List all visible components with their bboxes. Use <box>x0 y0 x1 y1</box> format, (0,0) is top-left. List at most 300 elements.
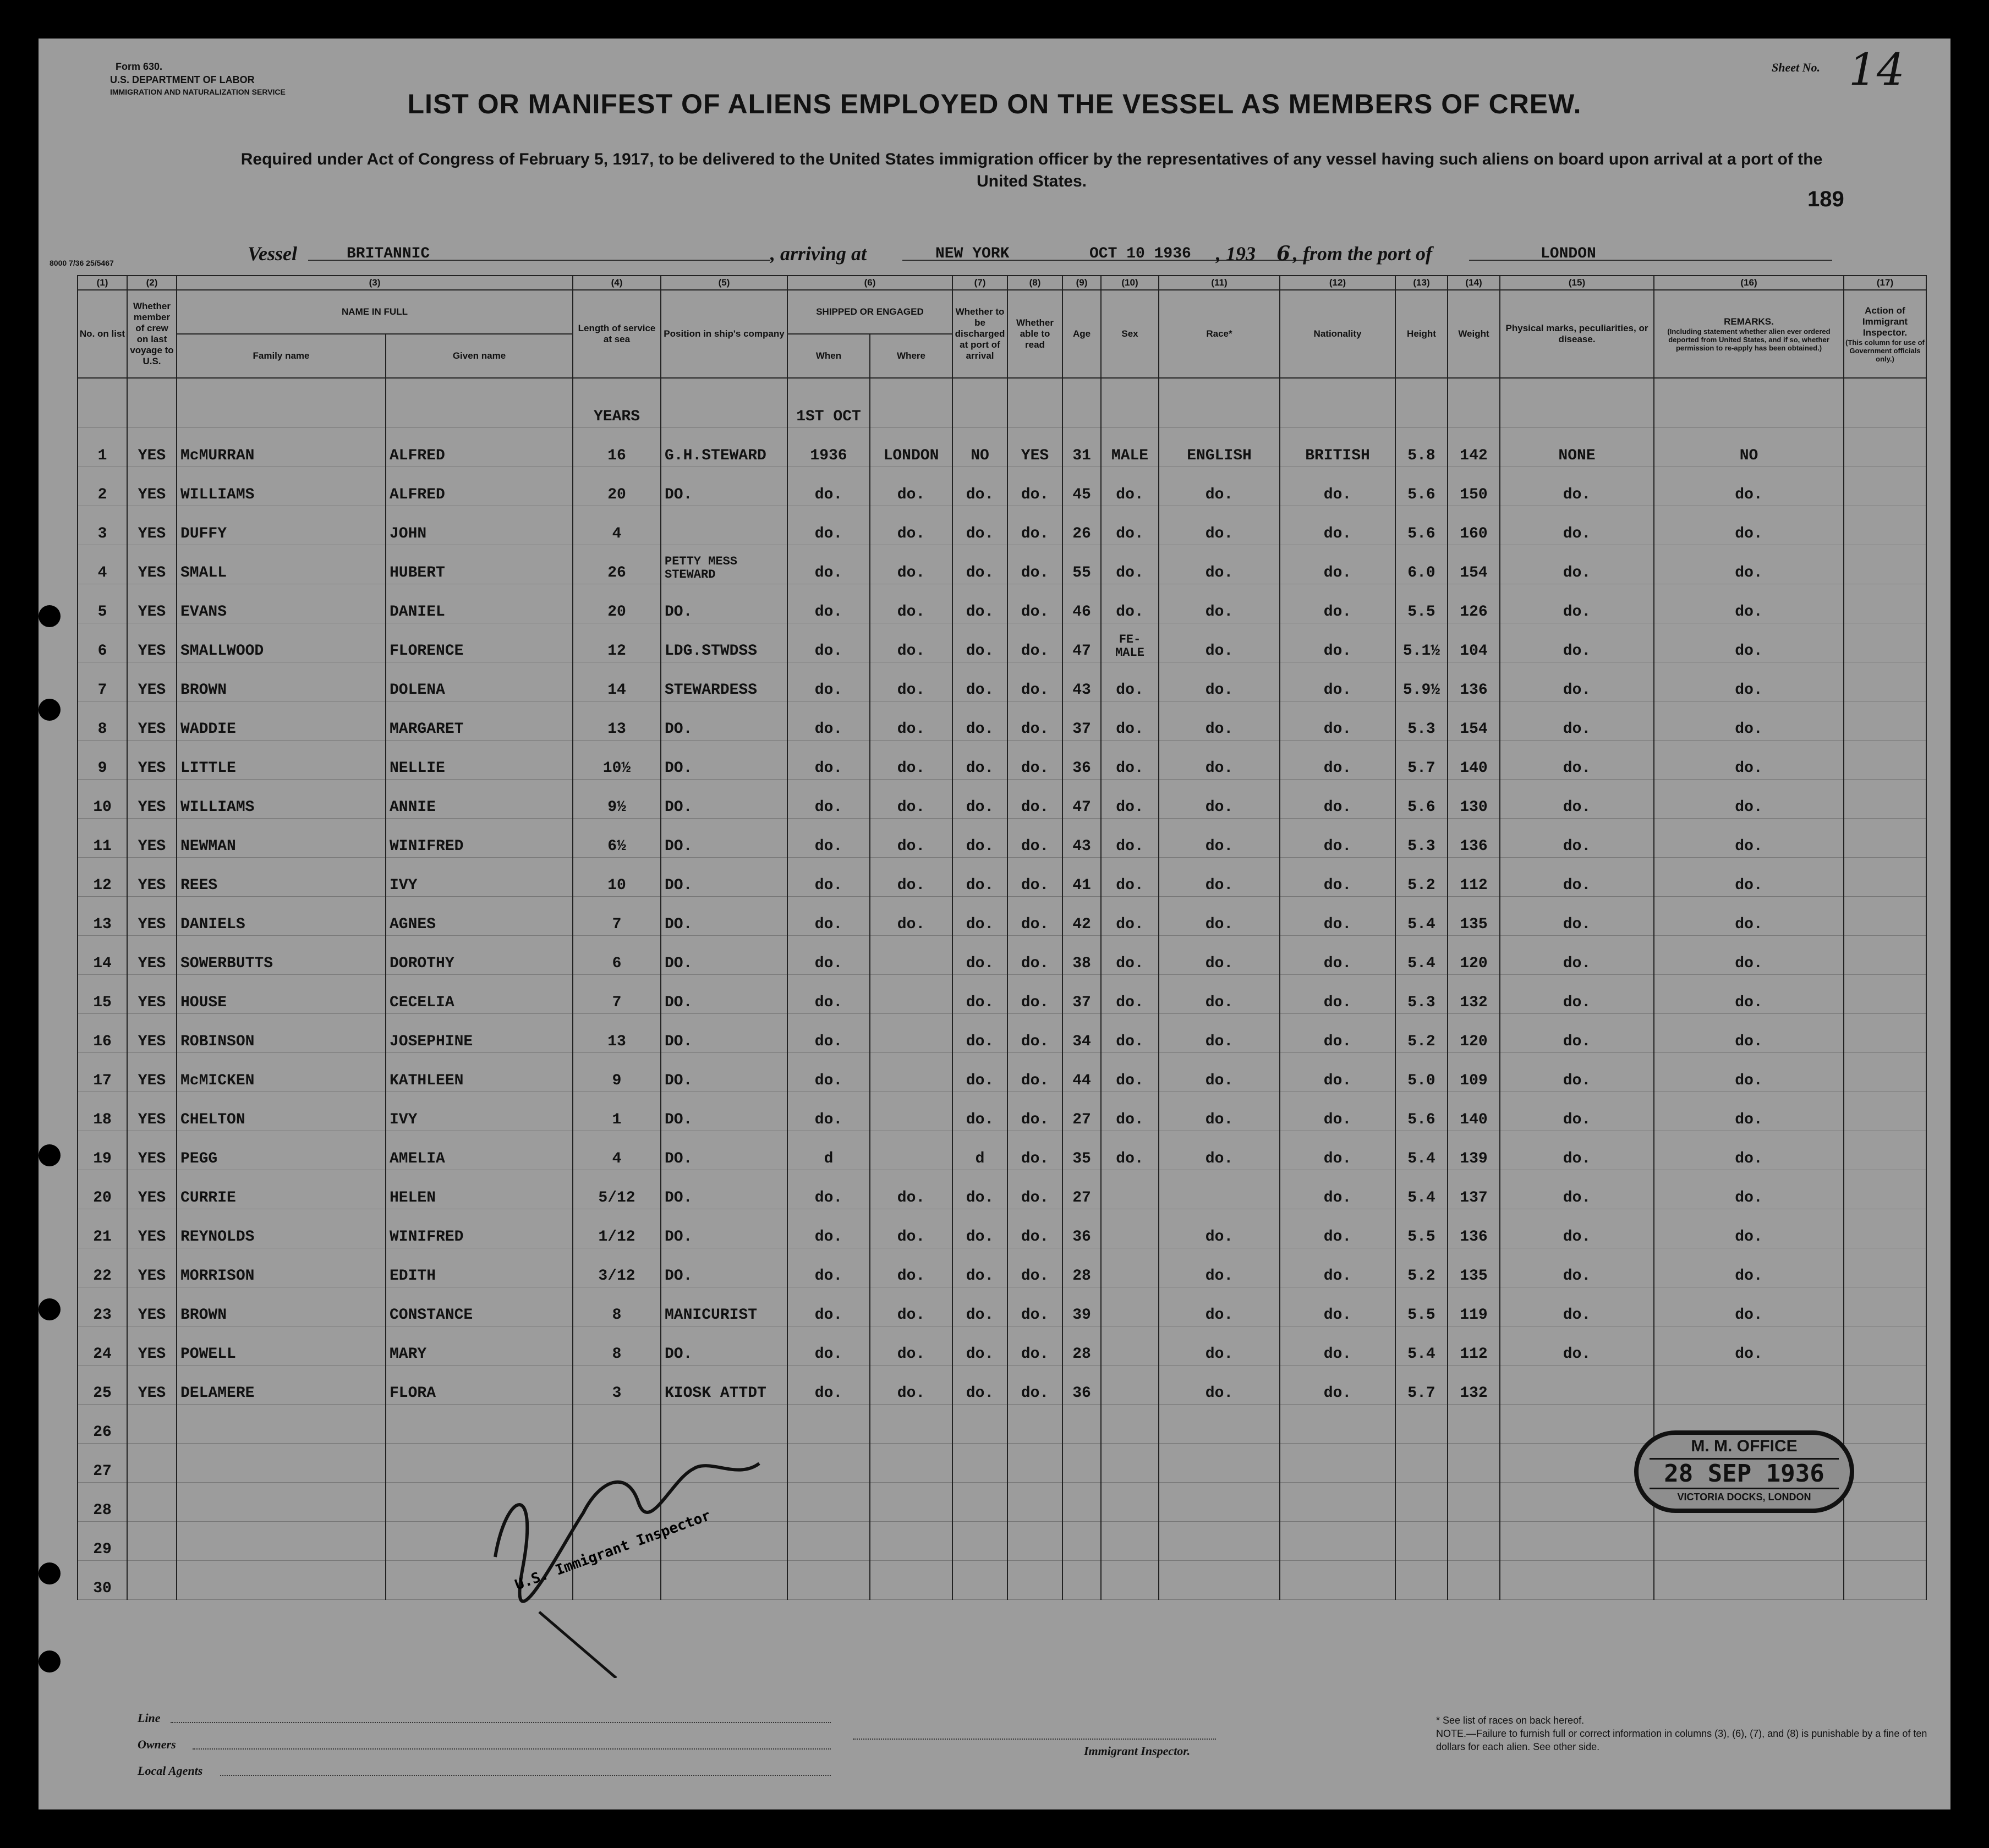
cell-race: ENGLISH <box>1159 427 1280 467</box>
binder-hole <box>39 699 61 721</box>
cell-row-number: 6 <box>78 623 127 662</box>
cell-able-to-read: YES <box>1007 427 1062 467</box>
table-row <box>78 1521 1926 1560</box>
cell-age: 37 <box>1062 974 1101 1013</box>
cell-member-flag: YES <box>127 1052 177 1092</box>
cell-age: 43 <box>1062 818 1101 857</box>
cell-row-number: 26 <box>78 1404 127 1443</box>
cell-row-number: 12 <box>78 857 127 896</box>
cell-inspector-action <box>1844 818 1926 857</box>
cell-row-number: 21 <box>78 1209 127 1248</box>
cell-family-name: ROBINSON <box>177 1013 386 1052</box>
cell-remarks: do. <box>1654 1326 1844 1365</box>
cell-discharged: do. <box>952 818 1007 857</box>
cell-able-to-read: do. <box>1007 935 1062 974</box>
cell-race: do. <box>1159 740 1280 779</box>
cell-given-name: CECELIA <box>386 974 573 1013</box>
cell-age: 36 <box>1062 740 1101 779</box>
cell-able-to-read: do. <box>1007 584 1062 623</box>
arriving-port: NEW YORK <box>935 245 1010 262</box>
cell-height: 5.7 <box>1395 740 1448 779</box>
cell-shipped-where <box>870 1482 952 1521</box>
cell-physical-marks: do. <box>1500 779 1654 818</box>
table-row <box>78 1131 1926 1170</box>
cell-race: do. <box>1159 1287 1280 1326</box>
cell-weight <box>1448 1560 1500 1599</box>
cell-family-name: PEGG <box>177 1131 386 1170</box>
table-row <box>78 662 1926 701</box>
cell-remarks: do. <box>1654 467 1844 506</box>
cell-row-number: 14 <box>78 935 127 974</box>
cell-age: 27 <box>1062 1170 1101 1209</box>
cell-height: 5.2 <box>1395 1013 1448 1052</box>
cell-nationality: do. <box>1280 779 1395 818</box>
cell-physical-marks: do. <box>1500 623 1654 662</box>
cell-sex: do. <box>1101 701 1159 740</box>
cell-age: 36 <box>1062 1209 1101 1248</box>
manifest-rows <box>78 378 1926 1599</box>
cell-able-to-read: do. <box>1007 623 1062 662</box>
cell-shipped-where: do. <box>870 1287 952 1326</box>
cell-height: 5.3 <box>1395 974 1448 1013</box>
from-label: , from the port of <box>1293 243 1433 265</box>
cell-shipped-when: do. <box>787 584 870 623</box>
cell-service-length: 4 <box>573 1131 661 1170</box>
cell-discharged: do. <box>952 935 1007 974</box>
cell-sex <box>1101 1170 1159 1209</box>
cell-inspector-action <box>1844 740 1926 779</box>
cell-inspector-action <box>1844 584 1926 623</box>
inspector-label: Immigrant Inspector. <box>1084 1744 1191 1758</box>
binder-hole <box>39 1298 61 1320</box>
year-suffix: 6 <box>1276 242 1291 265</box>
cell-shipped-when: do. <box>787 623 870 662</box>
cell-inspector-action <box>1844 623 1926 662</box>
cell-shipped-when <box>787 1482 870 1521</box>
col-num: (9) <box>1062 276 1101 290</box>
cell-age: 46 <box>1062 584 1101 623</box>
cell-position: G.H.STEWARD <box>661 427 787 467</box>
cell-shipped-where <box>870 1404 952 1443</box>
cell-physical-marks <box>1500 1560 1654 1599</box>
cell-height: 5.1½ <box>1395 623 1448 662</box>
cell-inspector-action <box>1844 662 1926 701</box>
cell-nationality: do. <box>1280 1052 1395 1092</box>
line-label: Line <box>138 1711 161 1725</box>
header-height: Height <box>1395 290 1448 378</box>
header-action-sub: (This column for use of Government officials only.) <box>1845 338 1925 363</box>
cell-age: 45 <box>1062 467 1101 506</box>
table-row <box>78 1365 1926 1404</box>
cell-sex <box>1101 1443 1159 1482</box>
cell-height: 5.2 <box>1395 1248 1448 1287</box>
cell-nationality: do. <box>1280 701 1395 740</box>
cell-shipped-when: do. <box>787 545 870 584</box>
cell-family-name: SOWERBUTTS <box>177 935 386 974</box>
cell-discharged: do. <box>952 740 1007 779</box>
cell-member-flag <box>127 1404 177 1443</box>
cell-discharged: do. <box>952 1248 1007 1287</box>
cell-shipped-when: do. <box>787 1170 870 1209</box>
cell-physical-marks: do. <box>1500 701 1654 740</box>
cell-member-flag <box>127 1443 177 1482</box>
cell-row-number: 25 <box>78 1365 127 1404</box>
cell-discharged <box>952 1443 1007 1482</box>
form-label: Form 630. <box>116 61 163 72</box>
cell-discharged: do. <box>952 467 1007 506</box>
cell-age: 47 <box>1062 779 1101 818</box>
cell-shipped-where: do. <box>870 740 952 779</box>
cell-race <box>1159 1404 1280 1443</box>
cell-able-to-read: do. <box>1007 1170 1062 1209</box>
owners-label: Owners <box>138 1737 176 1751</box>
cell-discharged <box>952 1521 1007 1560</box>
cell-age: 42 <box>1062 896 1101 935</box>
cell-shipped-when <box>787 1560 870 1599</box>
cell-shipped-where: do. <box>870 623 952 662</box>
cell-remarks: do. <box>1654 1170 1844 1209</box>
table-row <box>78 1170 1926 1209</box>
table-row <box>78 818 1926 857</box>
cell-able-to-read: do. <box>1007 1013 1062 1052</box>
document-subtitle: Required under Act of Congress of February 5, 1917, to be delivered to the United States immigration officer by the representatives of any vessel having such aliens on board upon arrival at a port of the United States. <box>240 150 1823 190</box>
cell-weight: 132 <box>1448 1365 1500 1404</box>
header-service: Length of service at sea <box>573 290 661 378</box>
cell-race <box>1159 1521 1280 1560</box>
col-num: (13) <box>1395 276 1448 290</box>
cell-remarks: do. <box>1654 779 1844 818</box>
cell-given-name: DOROTHY <box>386 935 573 974</box>
table-row <box>78 1052 1926 1092</box>
cell-discharged: do. <box>952 623 1007 662</box>
cell-weight: 154 <box>1448 701 1500 740</box>
cell-shipped-where: do. <box>870 779 952 818</box>
cell-shipped-when: d <box>787 1131 870 1170</box>
binder-hole <box>39 605 61 627</box>
cell-height: 5.4 <box>1395 1326 1448 1365</box>
cell-weight: 150 <box>1448 467 1500 506</box>
cell-weight <box>1448 1404 1500 1443</box>
vessel-line <box>248 242 1832 264</box>
cell-inspector-action <box>1844 1248 1926 1287</box>
cell-age <box>1062 1443 1101 1482</box>
cell-age: 43 <box>1062 662 1101 701</box>
cell-age: 47 <box>1062 623 1101 662</box>
cell-physical-marks: do. <box>1500 896 1654 935</box>
cell-height: 5.5 <box>1395 584 1448 623</box>
cell-inspector-action <box>1844 1404 1926 1443</box>
cell-family-name: SMALLWOOD <box>177 623 386 662</box>
header-member: Whether member of crew on last voyage to U.S. <box>127 290 177 378</box>
cell-discharged: do. <box>952 974 1007 1013</box>
cell-sex <box>1101 1482 1159 1521</box>
cell-nationality <box>1280 1521 1395 1560</box>
cell-row-number: 7 <box>78 662 127 701</box>
cell-remarks: do. <box>1654 1092 1844 1131</box>
table-row <box>78 779 1926 818</box>
cell-family-name: BROWN <box>177 1287 386 1326</box>
header-name: NAME IN FULL <box>177 290 573 334</box>
sheet-number: 14 <box>1849 44 1905 95</box>
cell-shipped-where: do. <box>870 1248 952 1287</box>
cell-shipped-when: do. <box>787 1209 870 1248</box>
cell-shipped-where <box>870 1443 952 1482</box>
cell-race <box>1159 1170 1280 1209</box>
cell-family-name: BROWN <box>177 662 386 701</box>
vessel-label: Vessel <box>248 243 297 265</box>
cell-race: do. <box>1159 779 1280 818</box>
cell-service-length: 3/12 <box>573 1248 661 1287</box>
cell-height: 5.4 <box>1395 935 1448 974</box>
cell-given-name: IVY <box>386 1092 573 1131</box>
cell-discharged: do. <box>952 1365 1007 1404</box>
cell-sex <box>1101 1404 1159 1443</box>
cell-nationality: do. <box>1280 818 1395 857</box>
cell-given-name: JOSEPHINE <box>386 1013 573 1052</box>
cell-row-number: 13 <box>78 896 127 935</box>
cell-shipped-when: do. <box>787 1287 870 1326</box>
shipped-when-header-value: 1ST OCT <box>787 378 870 427</box>
cell-family-name: CURRIE <box>177 1170 386 1209</box>
cell-race <box>1159 1482 1280 1521</box>
cell-remarks: do. <box>1654 740 1844 779</box>
cell-inspector-action <box>1844 1013 1926 1052</box>
race-note: * See list of races on back hereof. <box>1436 1715 1585 1726</box>
cell-given-name: IVY <box>386 857 573 896</box>
table-row <box>78 1092 1926 1131</box>
cell-nationality: do. <box>1280 740 1395 779</box>
cell-able-to-read: do. <box>1007 896 1062 935</box>
header-race: Race* <box>1159 290 1280 378</box>
cell-shipped-when: do. <box>787 1248 870 1287</box>
cell-shipped-when: do. <box>787 935 870 974</box>
cell-family-name: POWELL <box>177 1326 386 1365</box>
cell-discharged: do. <box>952 1092 1007 1131</box>
cell-height: 5.4 <box>1395 896 1448 935</box>
cell-nationality <box>1280 1404 1395 1443</box>
binder-hole <box>39 1650 61 1672</box>
cell-sex <box>1101 1209 1159 1248</box>
stamp-location: VICTORIA DOCKS, LONDON <box>1677 1491 1811 1502</box>
cell-family-name: MORRISON <box>177 1248 386 1287</box>
cell-height <box>1395 1560 1448 1599</box>
cell-sex: do. <box>1101 935 1159 974</box>
cell-given-name: HELEN <box>386 1170 573 1209</box>
cell-able-to-read: do. <box>1007 1248 1062 1287</box>
cell-discharged: do. <box>952 779 1007 818</box>
cell-shipped-where: do. <box>870 1326 952 1365</box>
cell-row-number: 19 <box>78 1131 127 1170</box>
header-remarks-title: REMARKS. <box>1724 316 1774 327</box>
cell-position: MANICURIST <box>661 1287 787 1326</box>
cell-age: 41 <box>1062 857 1101 896</box>
cell-nationality <box>1280 1560 1395 1599</box>
cell-discharged: do. <box>952 701 1007 740</box>
cell-family-name: REES <box>177 857 386 896</box>
cell-row-number: 4 <box>78 545 127 584</box>
cell-member-flag: YES <box>127 740 177 779</box>
cell-height: 5.8 <box>1395 427 1448 467</box>
cell-member-flag <box>127 1560 177 1599</box>
cell-weight: 136 <box>1448 1209 1500 1248</box>
cell-nationality: do. <box>1280 1326 1395 1365</box>
years-label: YEARS <box>573 378 661 427</box>
cell-able-to-read: do. <box>1007 818 1062 857</box>
cell-row-number: 30 <box>78 1560 127 1599</box>
cell-able-to-read: do. <box>1007 1287 1062 1326</box>
cell-service-length: 10½ <box>573 740 661 779</box>
cell-physical-marks: do. <box>1500 662 1654 701</box>
cell-discharged: NO <box>952 427 1007 467</box>
cell-remarks: do. <box>1654 1052 1844 1092</box>
cell-sex <box>1101 1287 1159 1326</box>
cell-sex: do. <box>1101 662 1159 701</box>
cell-nationality: do. <box>1280 467 1395 506</box>
cell-height: 5.7 <box>1395 1365 1448 1404</box>
cell-age: 27 <box>1062 1092 1101 1131</box>
cell-shipped-where: do. <box>870 1365 952 1404</box>
cell-row-number: 22 <box>78 1248 127 1287</box>
cell-able-to-read <box>1007 1560 1062 1599</box>
cell-height: 5.6 <box>1395 1092 1448 1131</box>
manifest-sheet <box>39 39 1950 1809</box>
cell-age: 35 <box>1062 1131 1101 1170</box>
cell-race: do. <box>1159 506 1280 545</box>
header-remarks-sub: (Including statement whether alien ever ordered deported from United States, and if so, whether permission to re-apply has been obtained.) <box>1667 327 1831 352</box>
cell-race: do. <box>1159 1013 1280 1052</box>
cell-sex: do. <box>1101 857 1159 896</box>
cell-inspector-action <box>1844 1482 1926 1521</box>
cell-discharged: do. <box>952 1287 1007 1326</box>
col-num: (17) <box>1844 276 1926 290</box>
cell-able-to-read <box>1007 1443 1062 1482</box>
cell-sex <box>1101 1248 1159 1287</box>
cell-given-name: AGNES <box>386 896 573 935</box>
cell-able-to-read: do. <box>1007 1326 1062 1365</box>
cell-member-flag: YES <box>127 1092 177 1131</box>
cell-row-number: 28 <box>78 1482 127 1521</box>
cell-member-flag: YES <box>127 467 177 506</box>
cell-able-to-read: do. <box>1007 1092 1062 1131</box>
cell-member-flag: YES <box>127 701 177 740</box>
cell-age: 36 <box>1062 1365 1101 1404</box>
cell-shipped-where: do. <box>870 506 952 545</box>
cell-weight: 112 <box>1448 1326 1500 1365</box>
cell-sex <box>1101 1326 1159 1365</box>
table-row <box>78 467 1926 506</box>
cell-physical-marks: do. <box>1500 1052 1654 1092</box>
cell-shipped-where: do. <box>870 545 952 584</box>
cell-weight <box>1448 1443 1500 1482</box>
cell-position: DO. <box>661 935 787 974</box>
header-nationality: Nationality <box>1280 290 1395 378</box>
cell-position: DO. <box>661 896 787 935</box>
cell-physical-marks: do. <box>1500 857 1654 896</box>
cell-service-length: 16 <box>573 427 661 467</box>
cell-row-number: 15 <box>78 974 127 1013</box>
cell-shipped-when: do. <box>787 779 870 818</box>
col-num: (8) <box>1007 276 1062 290</box>
cell-position: DO. <box>661 584 787 623</box>
cell-service-length: 1 <box>573 1092 661 1131</box>
cell-physical-marks <box>1500 1365 1654 1404</box>
cell-family-name: WADDIE <box>177 701 386 740</box>
cell-member-flag: YES <box>127 974 177 1013</box>
cell-height: 5.3 <box>1395 701 1448 740</box>
cell-age <box>1062 1560 1101 1599</box>
cell-physical-marks <box>1500 1443 1654 1482</box>
cell-shipped-where <box>870 1092 952 1131</box>
cell-shipped-when: do. <box>787 857 870 896</box>
cell-given-name: ALFRED <box>386 467 573 506</box>
cell-position <box>661 1404 787 1443</box>
cell-sex: do. <box>1101 1052 1159 1092</box>
units-row <box>78 378 1926 427</box>
cell-inspector-action <box>1844 779 1926 818</box>
cell-discharged: do. <box>952 506 1007 545</box>
cell-weight: 154 <box>1448 545 1500 584</box>
col-num: (12) <box>1280 276 1395 290</box>
cell-weight: 160 <box>1448 506 1500 545</box>
cell-age: 38 <box>1062 935 1101 974</box>
cell-position: DO. <box>661 740 787 779</box>
cell-discharged <box>952 1482 1007 1521</box>
cell-able-to-read: do. <box>1007 662 1062 701</box>
cell-family-name: HOUSE <box>177 974 386 1013</box>
cell-inspector-action <box>1844 896 1926 935</box>
col-num: (4) <box>573 276 661 290</box>
cell-shipped-when: do. <box>787 467 870 506</box>
cell-able-to-read <box>1007 1521 1062 1560</box>
header-discharged: Whether to be discharged at port of arrival <box>952 290 1007 378</box>
cell-service-length: 1/12 <box>573 1209 661 1248</box>
cell-family-name: McMURRAN <box>177 427 386 467</box>
cell-row-number: 2 <box>78 467 127 506</box>
cell-nationality: do. <box>1280 974 1395 1013</box>
table-row <box>78 1560 1926 1599</box>
arriving-label: , arriving at <box>770 243 867 265</box>
cell-given-name: WINIFRED <box>386 818 573 857</box>
cell-weight: 135 <box>1448 1248 1500 1287</box>
cell-height: 6.0 <box>1395 545 1448 584</box>
cell-physical-marks: NONE <box>1500 427 1654 467</box>
cell-age: 44 <box>1062 1052 1101 1092</box>
cell-row-number: 27 <box>78 1443 127 1482</box>
cell-race: do. <box>1159 584 1280 623</box>
cell-nationality <box>1280 1482 1395 1521</box>
cell-row-number: 24 <box>78 1326 127 1365</box>
cell-position: DO. <box>661 779 787 818</box>
cell-weight: 109 <box>1448 1052 1500 1092</box>
cell-position: DO. <box>661 467 787 506</box>
cell-service-length: 13 <box>573 1013 661 1052</box>
cell-weight: 137 <box>1448 1170 1500 1209</box>
cell-member-flag: YES <box>127 662 177 701</box>
cell-remarks: do. <box>1654 623 1844 662</box>
cell-weight <box>1448 1482 1500 1521</box>
cell-member-flag: YES <box>127 506 177 545</box>
cell-nationality: do. <box>1280 506 1395 545</box>
cell-shipped-when: 1936 <box>787 427 870 467</box>
table-row <box>78 974 1926 1013</box>
agents-label: Local Agents <box>138 1764 203 1778</box>
cell-height <box>1395 1482 1448 1521</box>
cell-able-to-read: do. <box>1007 779 1062 818</box>
cell-discharged: do. <box>952 1052 1007 1092</box>
header-sex: Sex <box>1101 290 1159 378</box>
department-name: U.S. DEPARTMENT OF LABOR <box>110 74 255 85</box>
table-row <box>78 1287 1926 1326</box>
